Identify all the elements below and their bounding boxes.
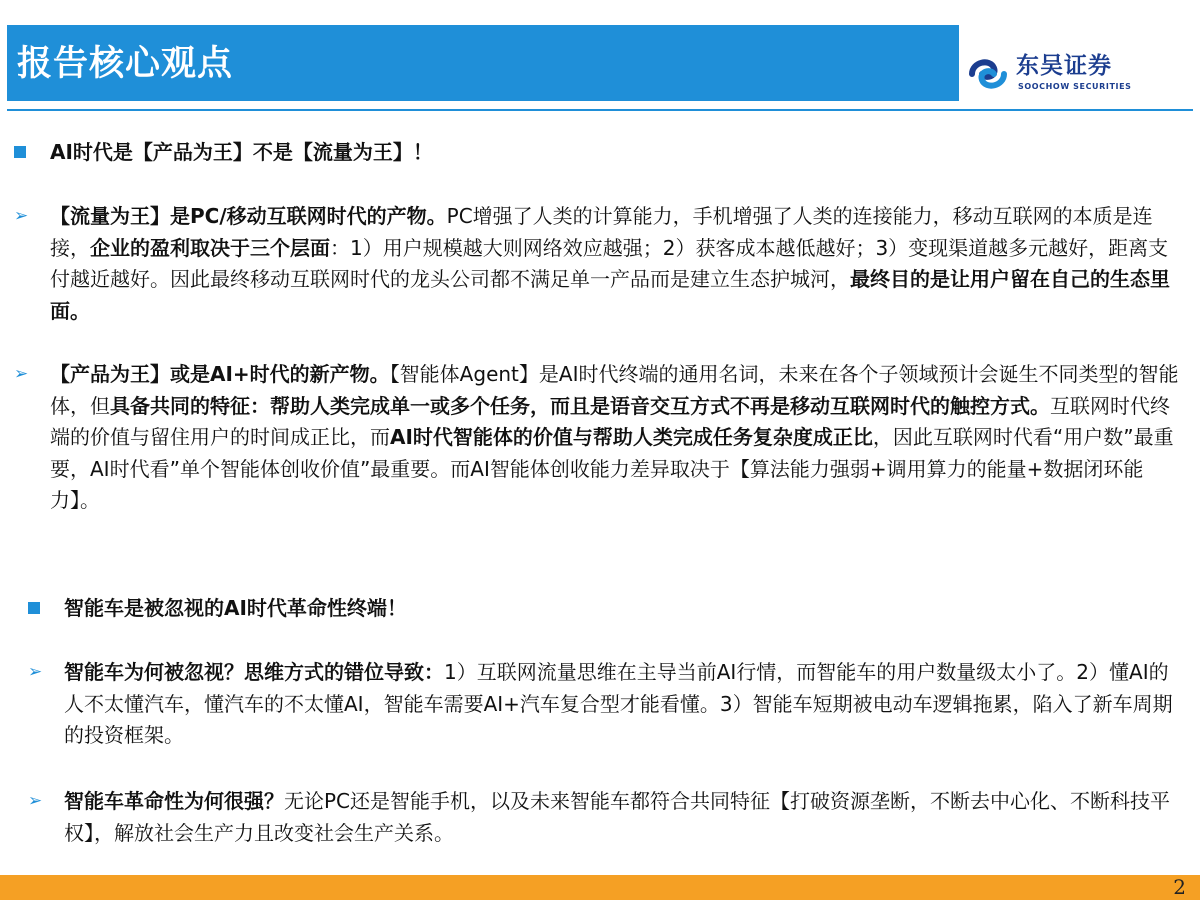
section-heading-text: AI时代是【产品为王】不是【流量为王】！: [50, 140, 433, 164]
section-heading-1: [14, 136, 433, 168]
company-logo: [966, 50, 1166, 98]
square-bullet-icon: [14, 146, 26, 158]
bold-text: 具备共同的特征：帮助人类完成单一或多个任务，而且是语音交互方式不再是移动互联网时代的触控方式。: [110, 393, 1050, 418]
body-text: 【智能体Agent】是AI时代终端的通用名词，未来在各个子领域预计会诞生不同类型的智能体，但: [50, 362, 1179, 418]
bold-text: 智能车革命性为何很强？: [64, 789, 284, 813]
bullet-paragraph: [28, 657, 1182, 752]
soochow-logo-icon: [966, 54, 1010, 94]
arrow-bullet-icon: ➢: [14, 206, 29, 226]
section-heading-text: 智能车是被忽视的AI时代革命性终端！: [64, 596, 407, 620]
header-divider: [7, 109, 1193, 111]
body-text: PC增强了人类的计算能力，手机增强了人类的连接能力，移动互联网的本质是连接，: [50, 204, 1153, 260]
bold-text: 智能车为何被忽视？思维方式的错位导致：: [64, 660, 444, 684]
arrow-bullet-icon: ➢: [28, 662, 43, 682]
bold-text: AI时代智能体的价值与帮助人类完成任务复杂度成正比: [390, 425, 873, 449]
bullet-paragraph: [14, 359, 1182, 517]
arrow-bullet-icon: ➢: [28, 791, 43, 811]
bold-text: 【产品为王】或是AI+时代的新产物。: [50, 362, 390, 386]
bullet-paragraph: [28, 786, 1182, 849]
paragraph-text: [28, 786, 1182, 849]
page-number: 2: [1173, 875, 1186, 899]
bold-text: 企业的盈利取决于三个层面: [90, 235, 330, 260]
body-text: ，因此互联网时代看“用户数”最重要，AI时代看”单个智能体创收价值”最重要。而AI智能体创收能力差异取决于【算法能力强弱+调用算力的能量+数据闭环能力】。: [50, 425, 1174, 512]
body-text: 无论PC还是智能手机，以及未来智能车都符合共同特征【打破资源垄断，不断去中心化、不断科技平权】，解放社会生产力且改变社会生产关系。: [64, 789, 1171, 845]
paragraph-text: [14, 201, 1182, 327]
footer-bar: [0, 875, 1200, 900]
page-title: 报告核心观点: [17, 44, 234, 84]
body-text: 1）互联网流量思维在主导当前AI行情，而智能车的用户数量级太小了。2）懂AI的人不太懂汽车，懂汽车的不太懂AI，智能车需要AI+汽车复合型才能看懂。3）智能车短期被电动车逻辑拖累，陷入了新车周期的投资框架。: [64, 660, 1173, 747]
paragraph-text: [14, 359, 1182, 517]
logo-english-name: SOOCHOW SECURITIES: [1018, 82, 1132, 91]
body-text: ：1）用户规模越大则网络效应越强；2）获客成本越低越好；3）变现渠道越多元越好，距离支付越近越好。因此最终移动互联网时代的龙头公司都不满足单一产品而是建立生态护城河，: [50, 235, 1169, 291]
body-text: 互联网时代终端的价值与留住用户的时间成正比，而: [50, 393, 1170, 449]
section-heading-2: [28, 592, 407, 624]
paragraph-text: [28, 657, 1182, 752]
bullet-paragraph: [14, 201, 1182, 327]
bold-text: 【流量为王】是PC/移动互联网时代的产物。: [50, 204, 447, 228]
square-bullet-icon: [28, 602, 40, 614]
bold-text: 最终目的是让用户留在自己的生态里面。: [50, 267, 1170, 323]
logo-chinese-name: 东吴证券: [1016, 53, 1112, 79]
arrow-bullet-icon: ➢: [14, 364, 29, 384]
